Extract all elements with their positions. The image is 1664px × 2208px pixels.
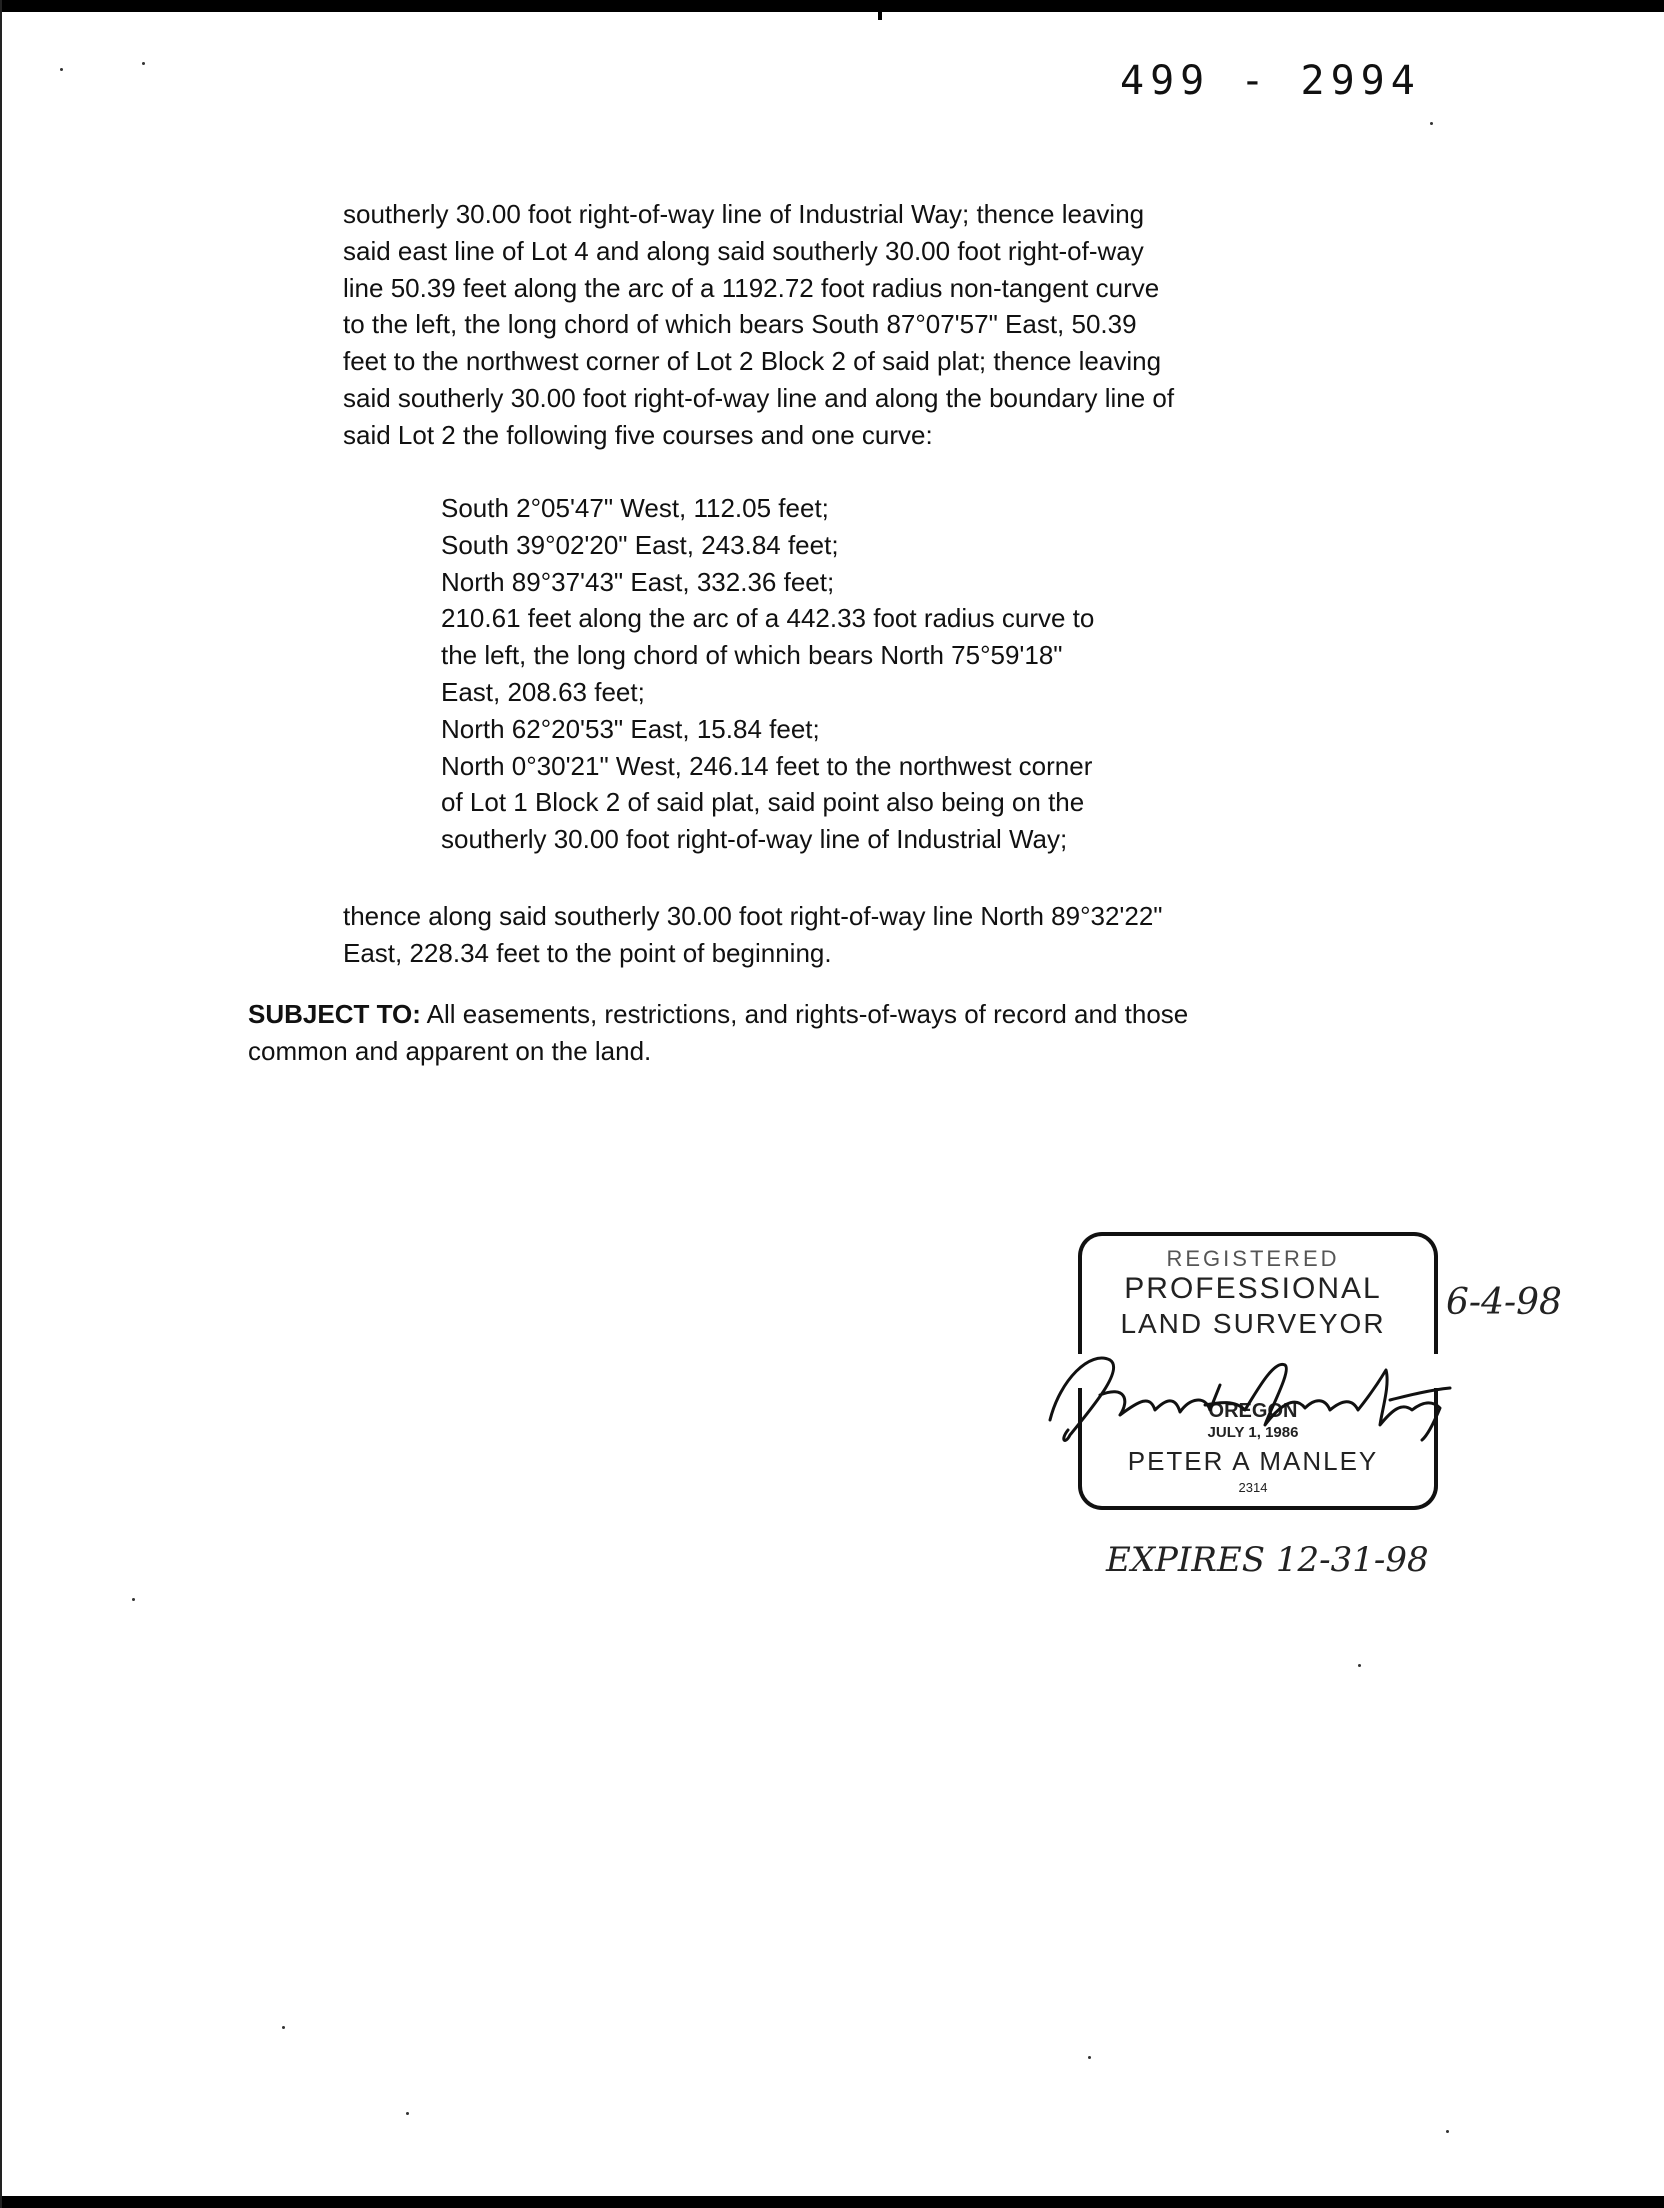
subject-to-clause <box>248 996 1188 1070</box>
text-line: feet to the northwest corner of Lot 2 Block 2 of said plat; thence leaving <box>343 346 1162 377</box>
document-number: 499 - 2994 <box>1120 58 1421 104</box>
signature <box>1030 1340 1470 1450</box>
text-line: line 50.39 feet along the arc of a 1192.72 foot radius non-tangent curve <box>343 272 1160 303</box>
description-closing <box>343 898 1163 972</box>
course-list <box>441 490 1094 858</box>
course-line: East, 208.63 feet; <box>441 676 645 707</box>
subject-to-text: All easements, restrictions, and rights-of-ways of record and those <box>426 999 1189 1029</box>
handwritten-date: 6-4-98 <box>1446 1282 1562 1323</box>
handwritten-expiration: EXPIRES 12-31-98 <box>1106 1540 1429 1580</box>
scan-speck <box>1088 2056 1091 2059</box>
course-line: South 2°05'47" West, 112.05 feet; <box>441 493 829 523</box>
course-line: North 0°30'21" West, 246.14 feet to the northwest corner <box>441 750 1093 781</box>
scan-border-bottom <box>0 2196 1664 2208</box>
stamp-land-surveyor: LAND SURVEYOR <box>1120 1308 1386 1339</box>
course-line: South 39°02'20" East, 243.84 feet; <box>441 529 839 560</box>
scan-speck <box>406 2112 409 2115</box>
scan-speck <box>282 2026 285 2029</box>
text-line: thence along said southerly 30.00 foot right-of-way line North 89°32'22" <box>343 901 1163 931</box>
course-line: southerly 30.00 foot right-of-way line of Industrial Way; <box>441 824 1068 855</box>
course-line: 210.61 feet along the arc of a 442.33 foot radius curve to <box>441 603 1095 634</box>
subject-to-text: common and apparent on the land. <box>248 1035 652 1066</box>
course-line: North 62°20'53" East, 15.84 feet; <box>441 713 820 744</box>
scan-speck <box>60 68 63 71</box>
text-line: southerly 30.00 foot right-of-way line of Industrial Way; thence leaving <box>343 199 1145 229</box>
scan-border-top <box>0 0 1664 12</box>
scan-speck <box>142 62 145 65</box>
course-line: of Lot 1 Block 2 of said plat, said point also being on the <box>441 787 1085 818</box>
scan-speck <box>1430 122 1433 125</box>
subject-to-label: SUBJECT TO: <box>248 999 421 1029</box>
stamp-registered: REGISTERED <box>1166 1246 1340 1271</box>
text-line: said Lot 2 the following five courses and one curve: <box>343 419 933 450</box>
scan-speck <box>1446 2130 1449 2133</box>
stamp-professional: PROFESSIONAL <box>1124 1272 1382 1305</box>
course-line: the left, the long chord of which bears North 75°59'18" <box>441 640 1063 671</box>
scan-mark <box>878 0 882 20</box>
stamp-date: JULY 1, 1986 <box>1207 1424 1299 1441</box>
stamp-state: OREGON <box>1208 1400 1298 1422</box>
course-line: North 89°37'43" East, 332.36 feet; <box>441 566 835 597</box>
text-line: to the left, the long chord of which bears South 87°07'57" East, 50.39 <box>343 309 1137 340</box>
description-intro <box>343 196 1174 454</box>
scan-speck <box>132 1598 135 1601</box>
text-line: said southerly 30.00 foot right-of-way line and along the boundary line of <box>343 382 1175 413</box>
stamp-number: 2314 <box>1238 1480 1268 1495</box>
text-line: said east line of Lot 4 and along said southerly 30.00 foot right-of-way <box>343 235 1144 266</box>
scan-speck <box>1358 1664 1361 1667</box>
scan-border-left <box>0 0 2 2208</box>
text-line: East, 228.34 feet to the point of beginning. <box>343 937 832 968</box>
stamp-name: PETER A MANLEY <box>1127 1446 1379 1476</box>
